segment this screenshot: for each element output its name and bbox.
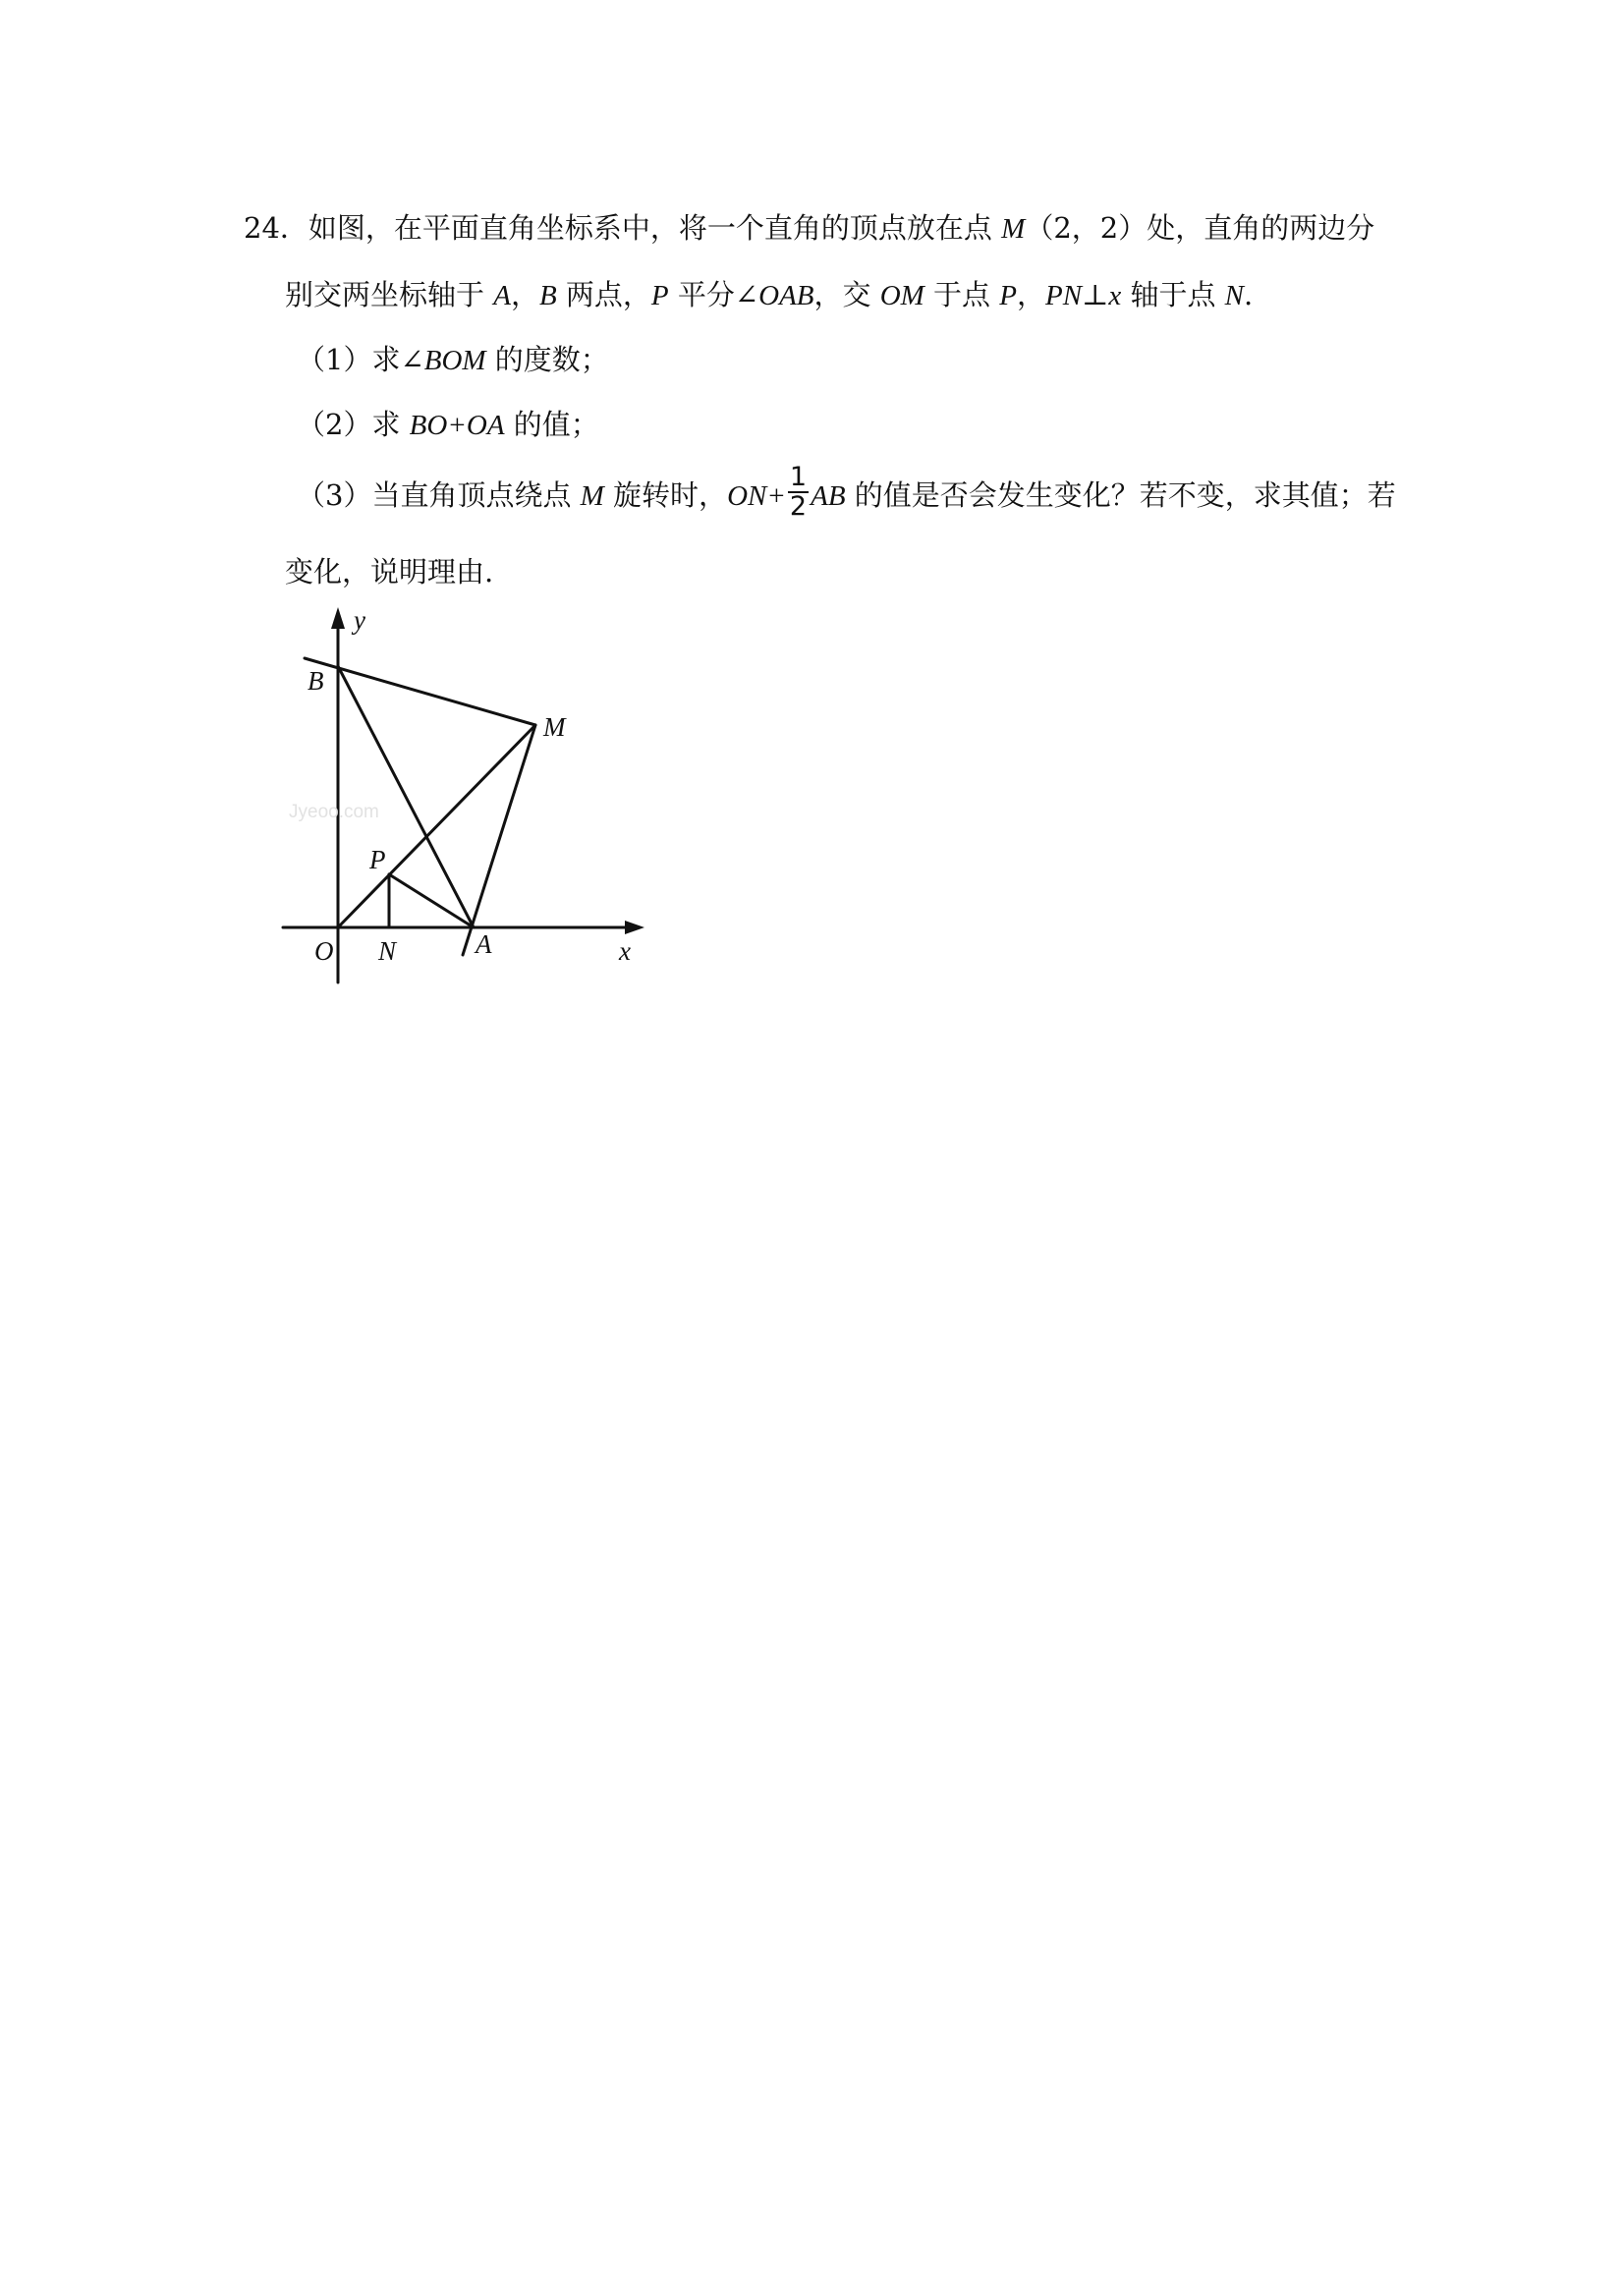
- segment-ba: [338, 666, 474, 927]
- y-axis-arrow: [331, 607, 345, 629]
- label-a: A: [476, 929, 492, 959]
- question-line-2: 别交两坐标轴于 A，B 两点，P 平分∠OAB，交 OM 于点 P，PN⊥x 轴于点 N.: [285, 278, 1254, 311]
- label-n: N: [378, 936, 397, 966]
- question-part-3-continued: 变化，说明理由.: [285, 555, 494, 588]
- label-b: B: [308, 666, 324, 696]
- label-x: x: [619, 936, 631, 966]
- fraction-one-half: $\frac{1}{2}$: [789, 462, 808, 522]
- line-ma: [463, 725, 535, 955]
- question-part-3: （3）当直角顶点绕点 M 旋转时，ON+ $\frac{1}{2}$ AB 的值是否会发生变化？若不变，求其值；若: [297, 462, 1396, 522]
- question-line-1: 24．如图，在平面直角坐标系中，将一个直角的顶点放在点 M（2，2）处，直角的两边分: [244, 211, 1375, 245]
- watermark: Jyeoo.com: [289, 802, 379, 822]
- label-o: O: [314, 936, 334, 966]
- label-m: M: [543, 712, 566, 742]
- x-axis-arrow: [625, 921, 644, 934]
- question-number: 24．: [244, 211, 308, 245]
- segment-om: [338, 725, 535, 927]
- label-p: P: [369, 845, 386, 874]
- question-part-2: （2）求 BO+OA 的值；: [297, 408, 599, 441]
- label-y: y: [354, 605, 365, 635]
- geometry-figure: [265, 594, 658, 997]
- question-part-1: （1）求∠BOM 的度数；: [297, 343, 609, 376]
